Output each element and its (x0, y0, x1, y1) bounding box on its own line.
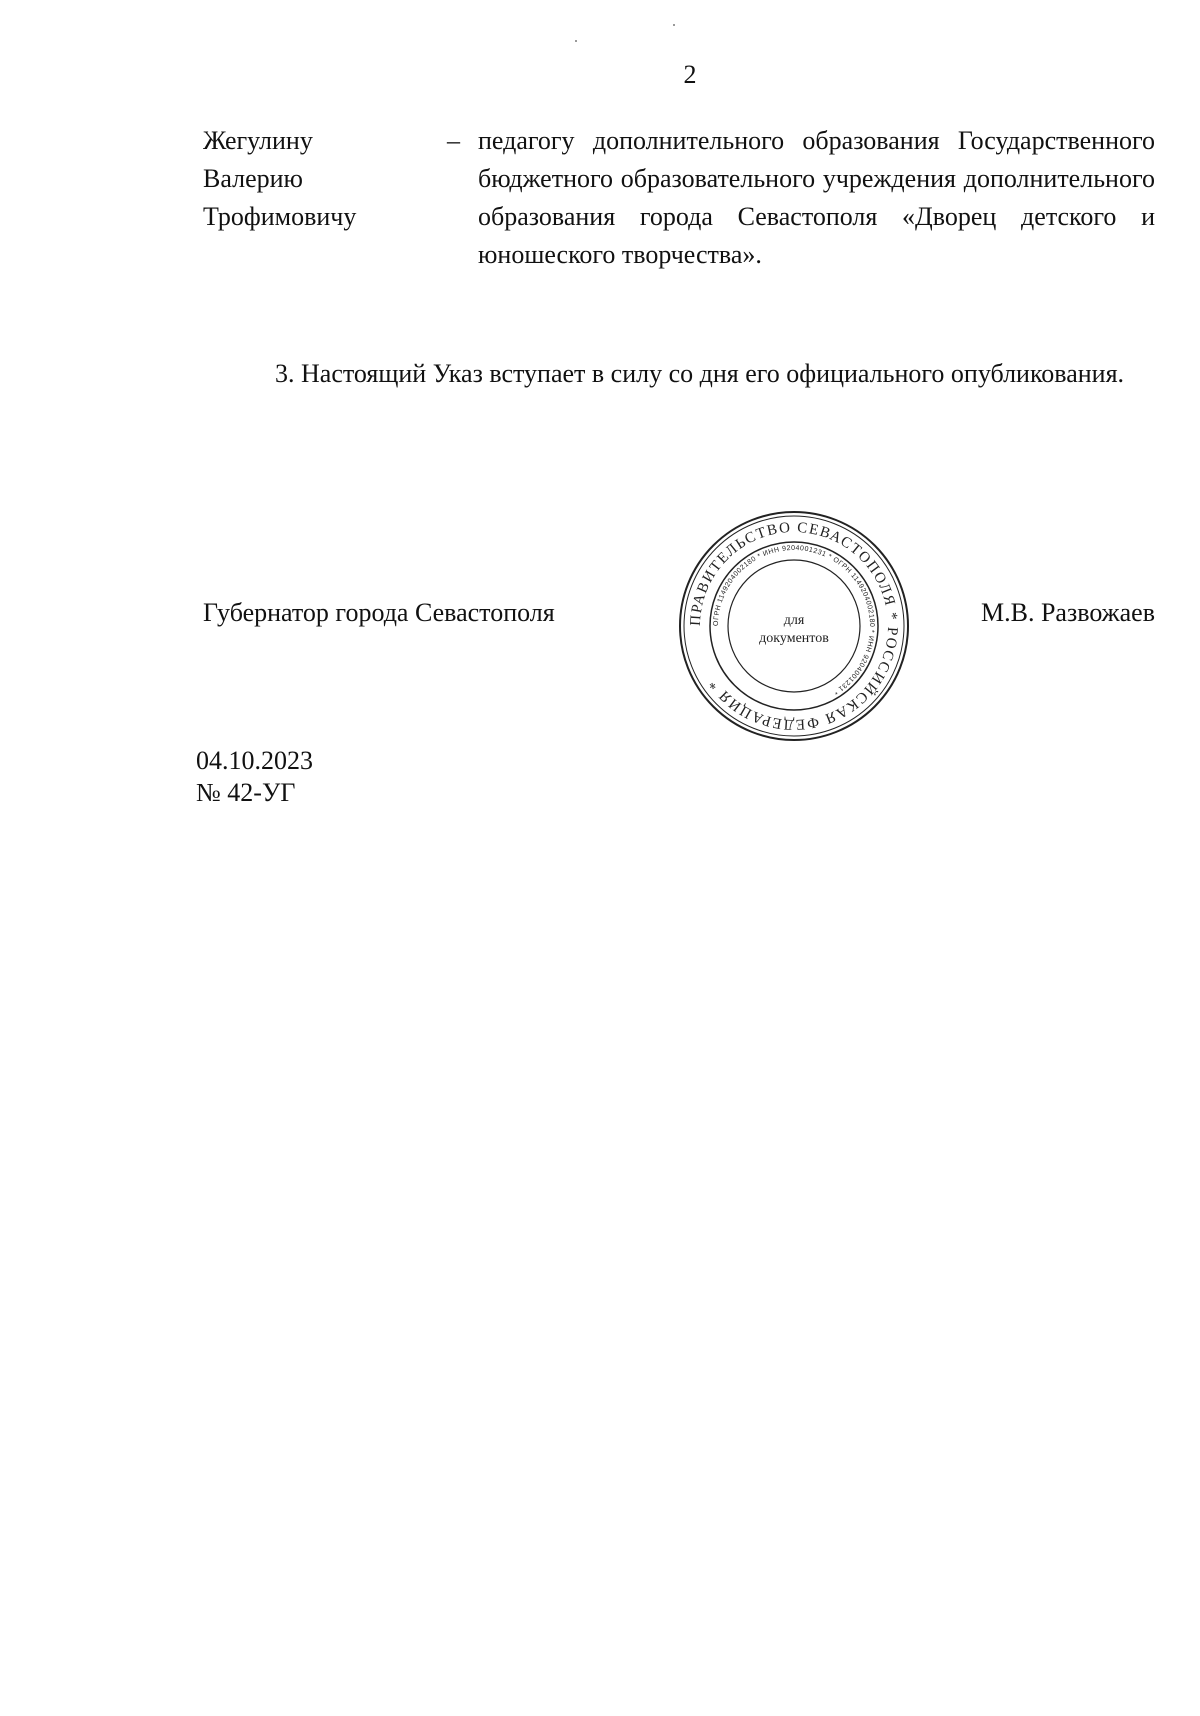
seal-center-line-2: документов (759, 631, 829, 646)
seal-inner-text: ОГРН 1149204002180 * ИНН 9204001231 * ОГРН 1149204002180 * ИНН 9204001231 * (712, 544, 876, 696)
document-number: № 42-УГ (196, 778, 296, 807)
scan-speck (575, 40, 577, 42)
appointee-name (203, 122, 433, 236)
scan-speck (673, 24, 675, 26)
appointee-position: педагогу дополнительного образования Государственного бюджетного образовательного учреждения дополнительного образования города Севастополя «Дворец детского и юношеского творчества». (478, 126, 1155, 269)
official-seal (676, 508, 912, 744)
signer-name: М.В. Развожаев (980, 598, 1155, 627)
document-meta (196, 745, 313, 809)
appointee-surname: Жегулину (203, 126, 313, 155)
seal-outer-text: ПРАВИТЕЛЬСТВО СЕВАСТОПОЛЯ * РОССИЙСКАЯ ФЕДЕРАЦИЯ * (687, 519, 901, 733)
appointee-first-name: Валерию (203, 164, 303, 193)
page-number: 2 (683, 60, 697, 89)
appointee-patronymic: Трофимовичу (203, 202, 357, 231)
signer-title: Губернатор города Севастополя (203, 598, 555, 627)
effective-date-paragraph: 3. Настоящий Указ вступает в силу со дня его официального опубликования. (275, 359, 1125, 388)
entry-dash: – (447, 126, 460, 155)
seal-center-line-1: для (783, 613, 805, 628)
document-date: 04.10.2023 (196, 746, 313, 775)
